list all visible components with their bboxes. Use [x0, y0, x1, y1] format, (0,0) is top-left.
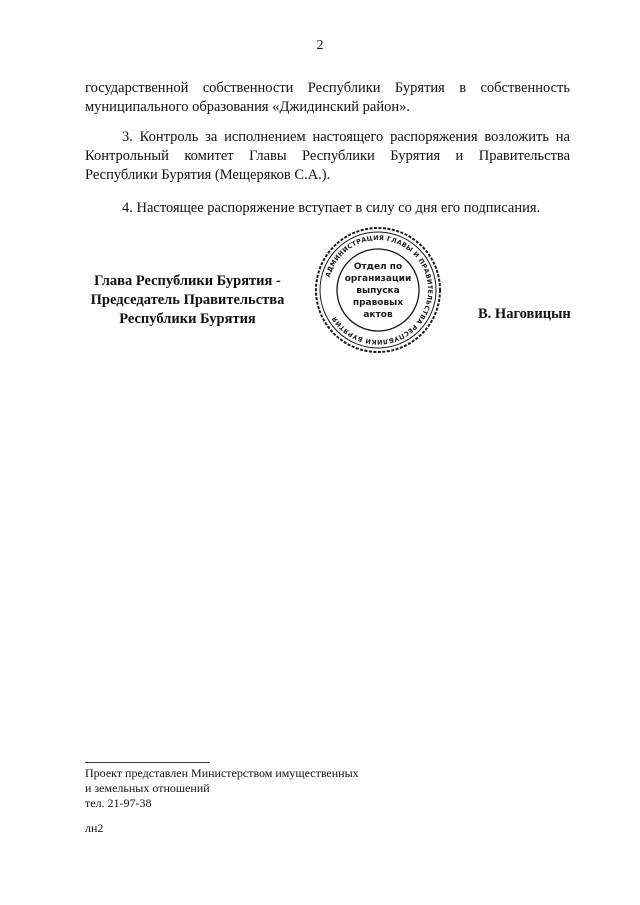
paragraph-item-3: 3. Контроль за исполнением настоящего распоряжения возложить на Контрольный комитет Главы Республики Бурятия и Правительства Республики Бурятия (Мещеряков С.А.).	[85, 129, 570, 183]
stamp-inner-line: организации	[344, 274, 412, 284]
paragraph-continued: государственной собственности Республики Бурятия в собственность муниципального образования «Джидинский район».	[85, 80, 570, 115]
page-number: 2	[316, 38, 324, 53]
footnote-line: Проект представлен Министерством имущественных	[85, 766, 359, 780]
paragraph-item-4: 4. Настоящее распоряжение вступает в силу со дня его подписания.	[122, 200, 541, 216]
stamp-outer-text: АДМИНИСТРАЦИЯ ГЛАВЫ И ПРАВИТЕЛЬСТВА РЕСПУБЛИКИ БУРЯТИЯ	[323, 233, 435, 347]
footnote	[85, 766, 359, 811]
footnote-line: тел. 21-97-38	[85, 796, 152, 810]
footnote-line: и земельных отношений	[85, 781, 210, 795]
signer-name: В. Наговицын	[478, 306, 571, 322]
document-code: лн2	[85, 821, 104, 835]
stamp-inner-line: актов	[363, 310, 393, 320]
stamp-inner-line: выпуска	[356, 286, 400, 296]
footnote-rule	[85, 762, 210, 763]
official-stamp	[313, 225, 443, 355]
stamp-inner-line: Отдел по	[353, 262, 403, 272]
signer-title	[80, 272, 295, 329]
signer-title-line: Председатель Правительства	[90, 292, 285, 308]
signer-title-line: Глава Республики Бурятия -	[94, 273, 281, 289]
signer-title-line: Республики Бурятия	[119, 311, 256, 327]
stamp-inner-line: правовых	[352, 298, 404, 308]
